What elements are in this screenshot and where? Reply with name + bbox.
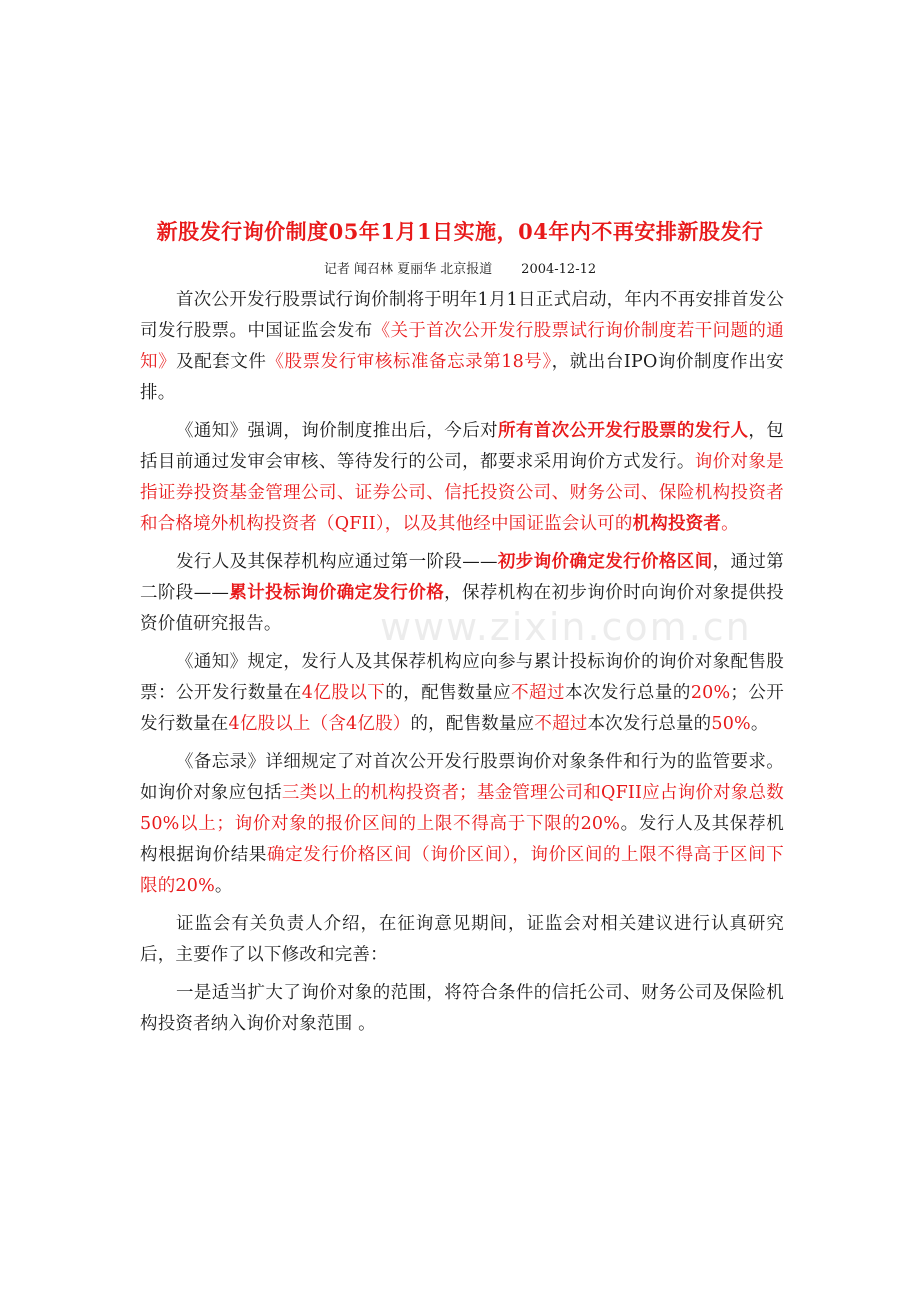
watermark-text: www.zixin.com.cn <box>380 605 752 649</box>
highlighted-text: 50% <box>711 714 751 734</box>
highlighted-text: 询价对象是指证券投资基金管理公司、证券公司、信托投资公司、财务公司、保险机构投资者和合格境外机构投资者（QFII），以及其他经中国证监会认可的 <box>140 452 784 534</box>
highlighted-text: 4亿股以下 <box>301 683 386 703</box>
paragraph-text: 《通知》强调，询价制度推出后，今后对 <box>176 421 498 441</box>
paragraph-text: ，就出台IPO询价制度作出安排。 <box>140 352 784 403</box>
article-paragraph <box>140 647 784 740</box>
highlighted-text: 。 <box>721 514 739 534</box>
paragraph-text: 一是适当扩大了询价对象的范围，将符合条件的信托公司、财务公司及保险机构投资者纳入询价对象范围 。 <box>140 983 784 1034</box>
paragraph-text: 本次发行总量的 <box>565 683 691 703</box>
article-body <box>140 285 784 1047</box>
highlighted-text: 4亿股以上（含4亿股） <box>228 714 411 734</box>
highlighted-text: 机构投资者 <box>632 514 722 534</box>
paragraph-text: 首次公开发行股票试行询价制将于明年1月1日正式启动，年内不再安排首发公司发行股票。中国证监会发布 <box>140 290 784 341</box>
article-paragraph <box>140 285 784 409</box>
paragraph-text: 。 <box>214 876 233 896</box>
paragraph-text: 及配套文件 <box>176 352 267 372</box>
paragraph-text: ；公开发行数量在 <box>140 683 784 734</box>
paragraph-text: 本次发行总量的 <box>587 714 712 734</box>
paragraph-text: ，包括目前通过发审会审核、等待发行的公司，都要求采用询价方式发行。 <box>140 421 784 472</box>
paragraph-text: ，保荐机构在初步询价时向询价对象提供投资价值研究报告。 <box>140 583 784 634</box>
highlighted-text: 《关于首次公开发行股票试行询价制度若干问题的通知》 <box>140 321 784 372</box>
paragraph-text: 。 <box>750 714 769 734</box>
highlighted-text: 确定发行价格区间（询价区间），询价区间的上限不得高于区间下限的20% <box>140 845 784 896</box>
highlighted-text: 累计投标询价确定发行价格 <box>229 583 445 603</box>
paragraph-text: 的，配售数量应 <box>410 714 535 734</box>
article-paragraph <box>140 416 784 540</box>
article-paragraph <box>140 547 784 640</box>
article-byline: 记者 闻召林 夏丽华 北京报道 2004-12-12 <box>323 262 597 277</box>
highlighted-text: 不超过 <box>511 683 565 703</box>
highlighted-text: 不超过 <box>534 714 588 734</box>
paragraph-text: 证监会有关负责人介绍，在征询意见期间，证监会对相关建议进行认真研究后，主要作了以下修改和完善： <box>140 914 784 965</box>
highlighted-text: 所有首次公开发行股票的发行人 <box>497 421 749 441</box>
paragraph-text: 的，配售数量应 <box>385 683 512 703</box>
article-paragraph <box>140 747 784 902</box>
article-paragraph <box>140 909 784 971</box>
highlighted-text: 20% <box>690 683 731 703</box>
article-paragraph <box>140 978 784 1040</box>
highlighted-text: 三类以上的机构投资者；基金管理公司和QFII应占询价对象总数50%以上；询价对象的报价区间的上限不得高于下限的20% <box>140 783 784 834</box>
paragraph-text: 发行人及其保荐机构应通过第一阶段—— <box>176 552 498 572</box>
highlighted-text: 初步询价确定发行价格区间 <box>497 552 713 572</box>
paragraph-text: ，通过第二阶段—— <box>140 552 784 603</box>
article-title: 新股发行询价制度05年1月1日实施，04年内不再安排新股发行 <box>156 219 764 244</box>
highlighted-text: 《股票发行审核标准备忘录第18号》 <box>266 352 552 372</box>
paragraph-text: 《备忘录》详细规定了对首次公开发行股票询价对象条件和行为的监管要求。如询价对象应包括 <box>140 752 784 803</box>
paragraph-text: 《通知》规定，发行人及其保荐机构应向参与累计投标询价的询价对象配售股票：公开发行数量在 <box>140 652 784 703</box>
paragraph-text: 。发行人及其保荐机构根据询价结果 <box>140 814 784 865</box>
